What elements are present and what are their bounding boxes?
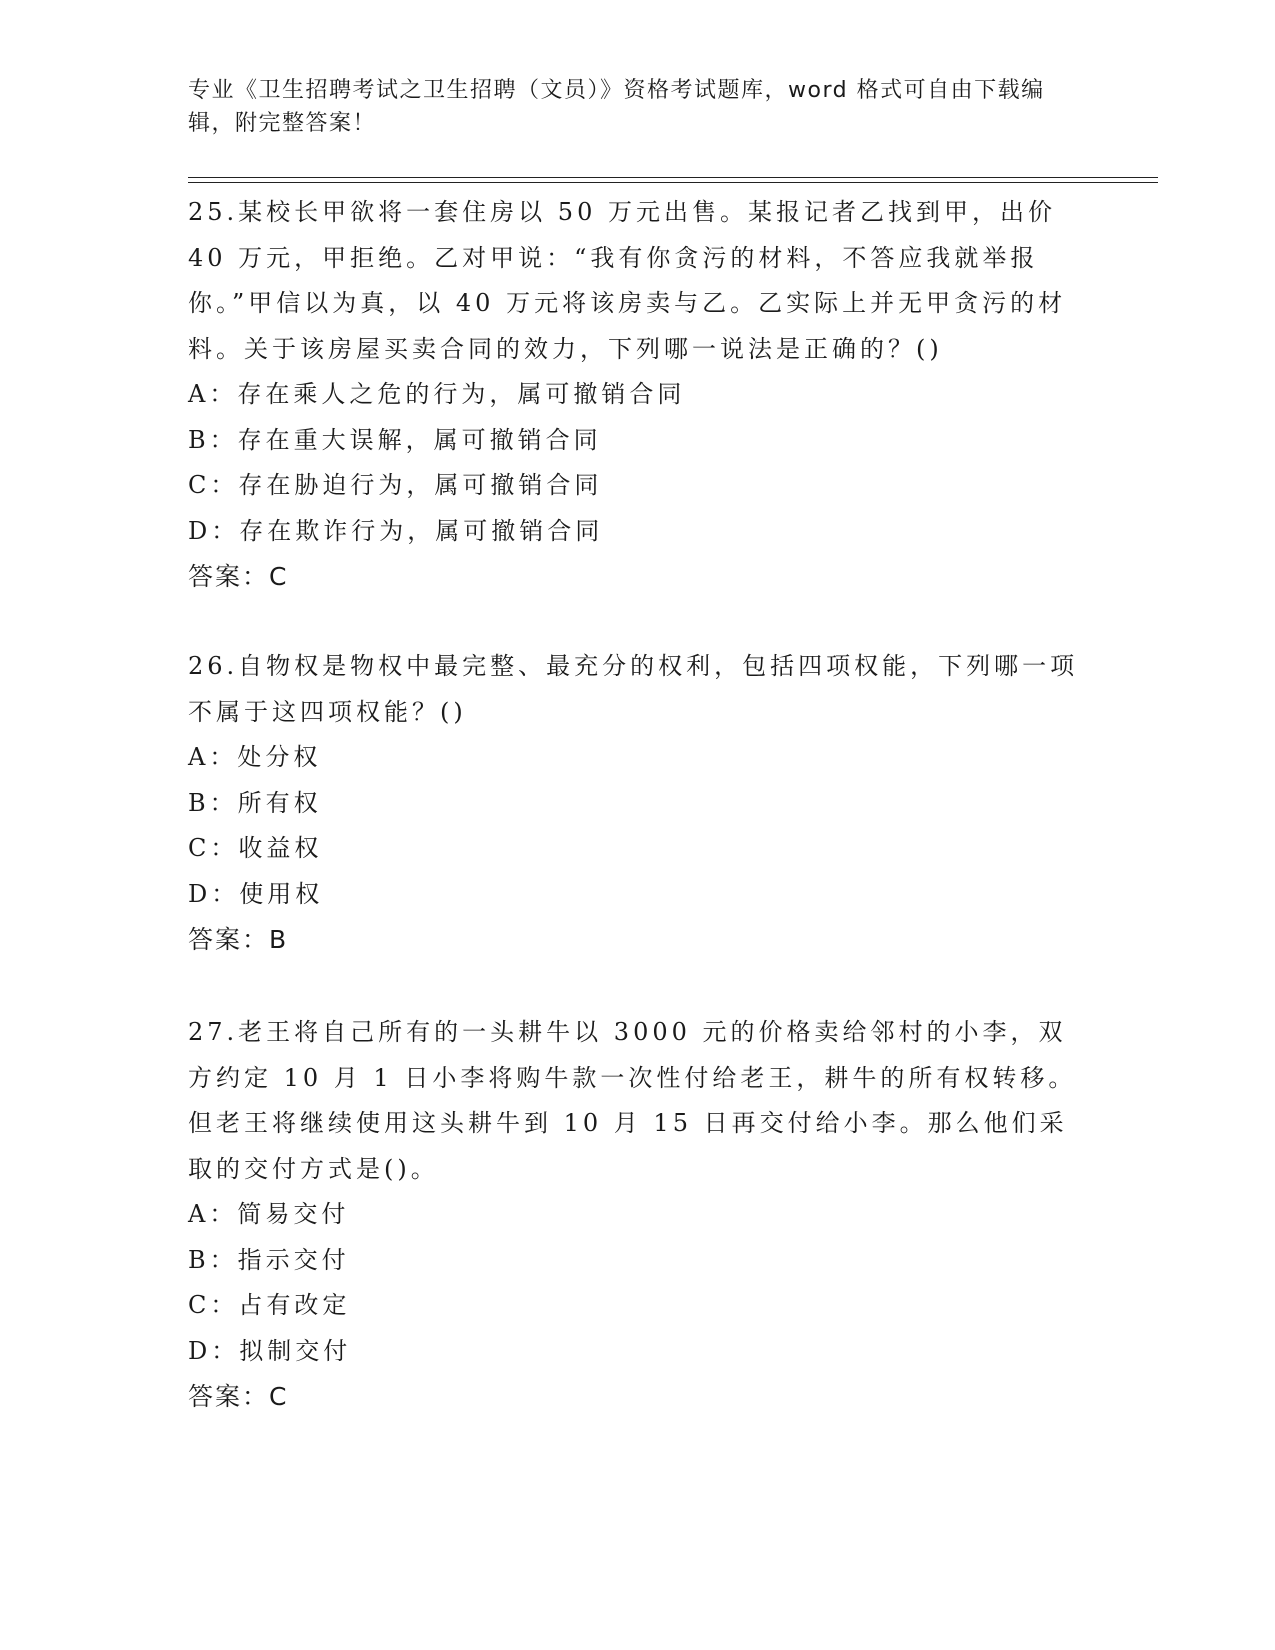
option-a: A：存在乘人之危的行为，属可撤销合同 xyxy=(188,380,686,408)
option-b: B：所有权 xyxy=(188,788,322,817)
option-a: A：简易交付 xyxy=(188,1200,350,1228)
option-b: B：存在重大误解，属可撤销合同 xyxy=(188,425,602,454)
question-26 xyxy=(188,644,1088,963)
header-divider-top xyxy=(188,177,1158,178)
option-b: B：指示交付 xyxy=(188,1245,350,1274)
answer-line: 答案：C xyxy=(188,562,289,591)
document-header xyxy=(188,74,1088,140)
header-intro-text: 专业《卫生招聘考试之卫生招聘（文员）》资格考试题库，word 格式可自由下载编辑，附完整答案！ xyxy=(188,78,1045,136)
answer-line: 答案：B xyxy=(188,925,289,954)
question-25 xyxy=(188,190,1088,600)
option-d: D：使用权 xyxy=(188,879,324,908)
question-stem: 25.某校长甲欲将一套住房以 50 万元出售。某报记者乙找到甲，出价 40 万元，甲拒绝。乙对甲说：“我有你贪污的材料，不答应我就举报你。”甲信以为真，以 40 万元将该房卖与乙。乙实际上并无甲贪污的材料。关于该房屋买卖合同的效力，下列哪一说法是正确的？() xyxy=(188,198,1067,363)
question-27 xyxy=(188,1010,1088,1420)
option-c: C：收益权 xyxy=(188,834,323,862)
option-c: C：占有改定 xyxy=(188,1291,351,1319)
answer-line: 答案：C xyxy=(188,1382,289,1411)
option-d: D：存在欺诈行为，属可撤销合同 xyxy=(188,516,604,545)
option-a: A：处分权 xyxy=(188,743,322,771)
option-c: C：存在胁迫行为，属可撤销合同 xyxy=(188,471,603,499)
question-stem: 26.自物权是物权中最完整、最充分的权利，包括四项权能，下列哪一项不属于这四项权能？() xyxy=(188,652,1079,726)
header-divider-bottom xyxy=(188,182,1158,183)
question-stem: 27.老王将自己所有的一头耕牛以 3000 元的价格卖给邻村的小李，双方约定 10 月 1 日小李将购牛款一次性付给老王，耕牛的所有权转移。但老王将继续使用这头耕牛到 10 月 15 日再交付给小李。那么他们采取的交付方式是()。 xyxy=(188,1018,1077,1183)
option-d: D：拟制交付 xyxy=(188,1336,352,1365)
